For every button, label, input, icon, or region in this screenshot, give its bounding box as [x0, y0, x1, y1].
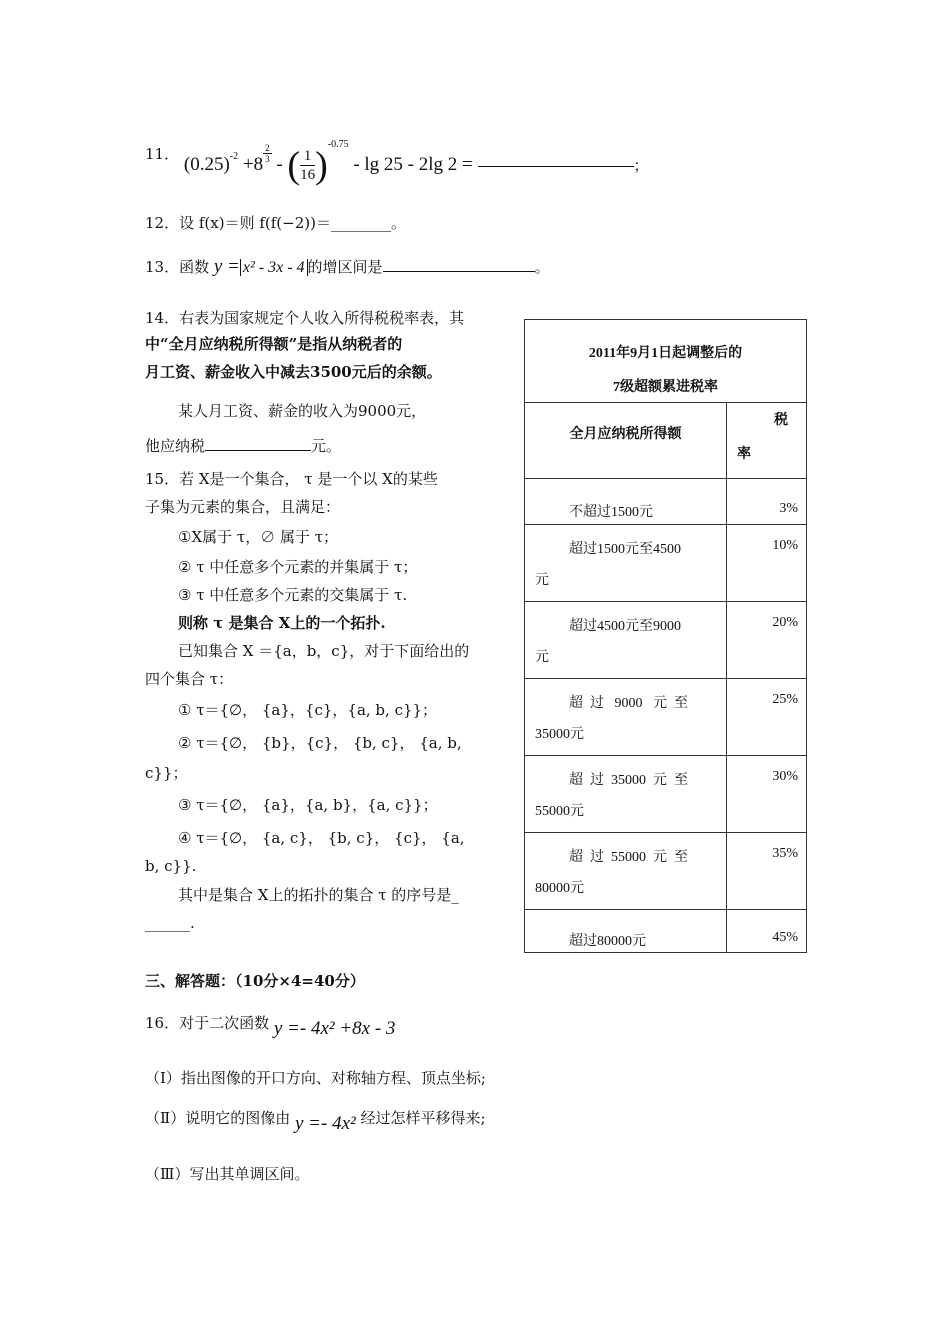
q11-number: 11．: [145, 145, 180, 163]
q15-option-1: ① τ＝{∅， {a}，{c}，{a, b, c}}；: [178, 701, 438, 719]
q13-abs-expression: x² - 3x - 4: [240, 259, 308, 276]
q15-option-2: ② τ＝{∅， {b}，{c}， {b, c}， {a, b,: [178, 734, 462, 752]
table-title-cell: 2011年9月1日起调整后的 7级超额累进税率: [525, 320, 807, 403]
section-3-title: 三、解答题：（10分×4=40分）: [145, 972, 365, 990]
q11-answer-blank[interactable]: [478, 165, 634, 167]
q14-line-2: 中“全月应纳税所得额”是指从纳税者的: [145, 335, 403, 353]
table-row: 超 过 9000 元 至 35000元 25%: [525, 679, 807, 756]
question-12: 12．设 f(x)＝则 f(f(−2))＝________。: [145, 214, 406, 232]
q15-line-1: 15．若 X是一个集合， τ 是一个以 X的某些: [145, 470, 438, 488]
q16-formula: y =- 4x² +8x - 3: [273, 1018, 396, 1039]
q14-line-4: 某人月工资、薪金的收入为9000元，: [178, 402, 427, 420]
question-13: 13．函数 y = x² - 3x - 4 的增区间是 。: [145, 256, 550, 277]
q14-line-3: 月工资、薪金收入中减去3500元后的余额。: [145, 363, 442, 381]
table-row: 不超过1500元 3%: [525, 479, 807, 525]
q11-fraction: $\frac{1}{16}$: [300, 147, 316, 183]
question-16: 16．对于二次函数 y =- 4x² +8x - 3: [145, 1014, 396, 1039]
q15-condition-1: ①X属于 τ，∅ 属于 τ；: [178, 528, 339, 546]
q15-given-2: 四个集合 τ：: [145, 670, 234, 688]
q15-option-4-cont: b, c}}.: [145, 857, 197, 875]
table-row: 超过1500元至4500 元 10%: [525, 525, 807, 602]
q15-given-1: 已知集合 X ＝{a，b，c}，对于下面给出的: [178, 642, 470, 660]
q15-option-3: ③ τ＝{∅， {a}，{a, b}，{a, c}}；: [178, 796, 438, 814]
q13-answer-blank[interactable]: [383, 259, 535, 272]
q14-answer-blank[interactable]: [205, 438, 311, 451]
table-row: 超 过 35000 元 至 55000元 30%: [525, 756, 807, 833]
tax-rate-table: [524, 319, 807, 953]
q15-answer-blank[interactable]: ______.: [145, 914, 195, 932]
table-header-rate: 税 率: [727, 403, 807, 479]
q15-option-2-cont: c}}；: [145, 764, 188, 782]
q16-part-3: （Ⅲ）写出其单调区间。: [145, 1165, 310, 1183]
q15-line-2: 子集为元素的集合，且满足：: [145, 498, 341, 516]
q14-line-5: 他应纳税 元。: [145, 437, 342, 455]
q15-condition-3: ③ τ 中任意多个元素的交集属于 τ.: [178, 586, 408, 604]
q11-formula: $(0.25)^{-2} +8$ $\frac{2}{3}$ - ( $\frac{1}{16}$ )$^{-0.75}$ - lg 25 - 2lg 2 =: [183, 139, 473, 187]
q15-question: 其中是集合 X上的拓扑的集合 τ 的序号是_: [178, 886, 459, 904]
q15-condition-2: ② τ 中任意多个元素的并集属于 τ；: [178, 558, 418, 576]
q15-definition: 则称 τ 是集合 X上的一个拓扑.: [178, 614, 386, 632]
q15-option-4: ④ τ＝{∅， {a, c}， {b, c}， {c}， {a,: [178, 829, 465, 847]
table-row: 超过4500元至9000 元 20%: [525, 602, 807, 679]
table-header-amount: 全月应纳税所得额: [525, 403, 727, 479]
q16-part-2: （Ⅱ）说明它的图像由 y =- 4x² 经过怎样平移得来;: [145, 1109, 486, 1134]
table-row: 超 过 55000 元 至 80000元 35%: [525, 833, 807, 910]
question-11: 11． $(0.25)^{-2} +8$ $\frac{2}{3}$ - ( $\frac{1}{16}$ )$^{-0.75}$ - lg 25 - 2lg 2 = ；: [145, 139, 649, 187]
q16-part-1: （Ⅰ）指出图像的开口方向、对称轴方程、顶点坐标;: [145, 1069, 486, 1087]
q14-line-1: 14．右表为国家规定个人收入所得税税率表，其: [145, 309, 465, 327]
q16-part-2-formula: y =- 4x²: [294, 1113, 356, 1134]
table-row: 超过80000元 45%: [525, 910, 807, 953]
